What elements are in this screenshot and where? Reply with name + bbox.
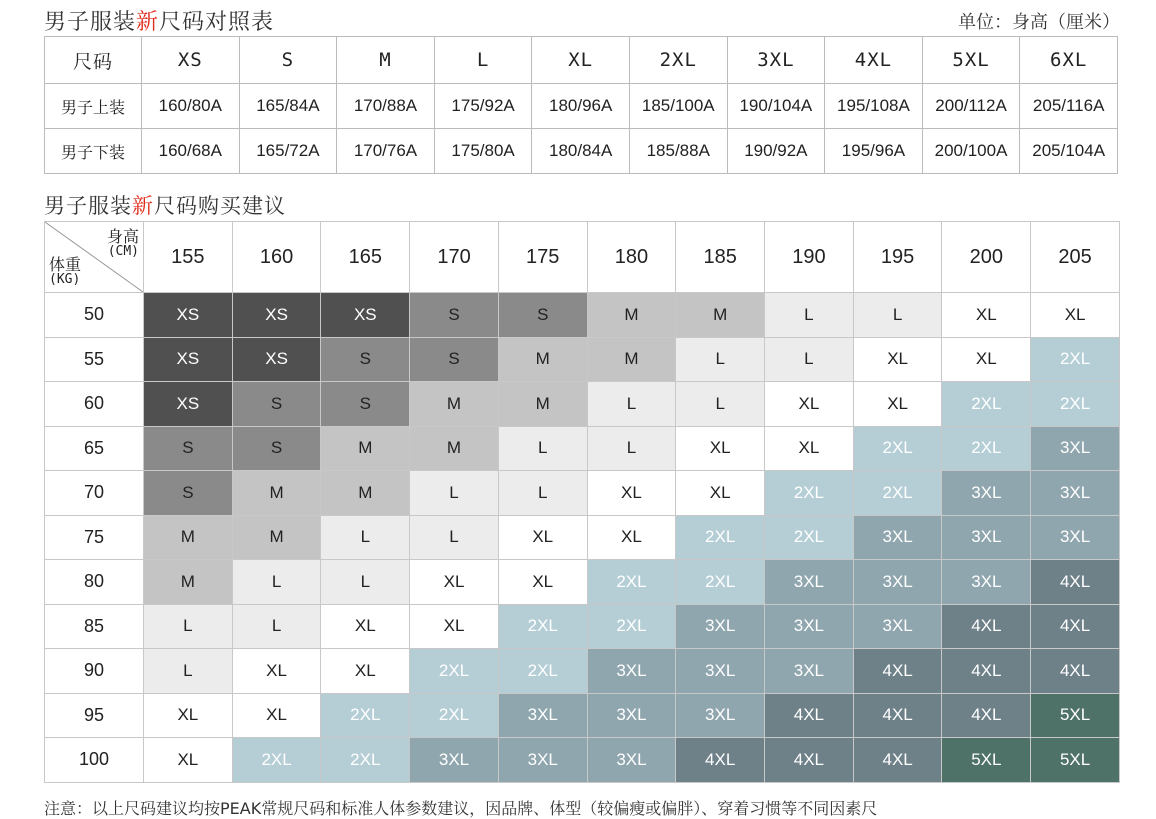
weight-label: 85 <box>45 604 144 649</box>
size-recommend-cell: M <box>676 293 765 338</box>
size-recommend-cell: XL <box>410 560 499 605</box>
size-recommend-cell: 5XL <box>1031 738 1120 783</box>
size-recommend-cell: 3XL <box>853 604 942 649</box>
corner-header <box>45 222 144 293</box>
weight-label: 80 <box>45 560 144 605</box>
height-header-cell: 195 <box>853 222 942 293</box>
weight-row <box>45 693 1120 738</box>
size-recommend-cell: 2XL <box>321 693 410 738</box>
size-recommend-cell: M <box>410 426 499 471</box>
size-recommend-cell: XL <box>942 293 1031 338</box>
weight-label: 75 <box>45 515 144 560</box>
size-cell: 195/108A <box>825 84 923 129</box>
size-recommend-cell: M <box>321 471 410 516</box>
size-recommend-cell: XL <box>587 471 676 516</box>
size-recommend-cell: 2XL <box>232 738 321 783</box>
height-header-cell: 170 <box>410 222 499 293</box>
size-recommend-cell: 2XL <box>853 426 942 471</box>
height-header-row <box>45 222 1120 293</box>
corner-weight-label: 体重 <box>49 255 82 274</box>
weight-row <box>45 738 1120 783</box>
size-recommend-cell: M <box>232 471 321 516</box>
size-cell: 200/100A <box>922 129 1020 174</box>
height-header-cell: 155 <box>144 222 233 293</box>
size-recommend-cell: 2XL <box>587 604 676 649</box>
height-header-cell: 205 <box>1031 222 1120 293</box>
weight-label: 70 <box>45 471 144 516</box>
size-recommend-cell: M <box>232 515 321 560</box>
size-recommend-cell: 2XL <box>321 738 410 783</box>
size-header-cell: XS <box>142 37 240 84</box>
size-recommend-cell: 2XL <box>587 560 676 605</box>
size-recommend-cell: S <box>410 337 499 382</box>
size-cell: 160/68A <box>142 129 240 174</box>
size-recommend-cell: S <box>321 337 410 382</box>
size-recommend-cell: M <box>498 382 587 427</box>
size-recommend-cell: XL <box>410 604 499 649</box>
size-recommend-cell: 2XL <box>853 471 942 516</box>
size-recommend-cell: XS <box>144 382 233 427</box>
size-recommend-cell: 5XL <box>942 738 1031 783</box>
size-recommend-cell: XL <box>498 515 587 560</box>
height-header-cell: 200 <box>942 222 1031 293</box>
size-recommend-cell: 4XL <box>676 738 765 783</box>
size-recommend-cell: 3XL <box>1031 515 1120 560</box>
size-recommend-cell: 3XL <box>676 604 765 649</box>
size-recommend-cell: XS <box>232 293 321 338</box>
weight-row <box>45 337 1120 382</box>
size-recommend-cell: 2XL <box>1031 382 1120 427</box>
size-header-cell: XL <box>532 37 630 84</box>
size-recommend-cell: XS <box>144 337 233 382</box>
size-recommend-cell: M <box>498 337 587 382</box>
size-recommend-cell: XL <box>853 382 942 427</box>
weight-label: 55 <box>45 337 144 382</box>
height-header-cell: 175 <box>498 222 587 293</box>
size-row-label: 男子下装 <box>45 129 142 174</box>
corner-weight-unit: (KG) <box>49 272 81 287</box>
size-row <box>45 129 1118 174</box>
size-recommend-cell: S <box>144 426 233 471</box>
size-recommend-cell: XL <box>587 515 676 560</box>
height-header-cell: 190 <box>765 222 854 293</box>
size-cell: 175/80A <box>434 129 532 174</box>
size-cell: 165/72A <box>239 129 337 174</box>
size-recommend-cell: XL <box>942 337 1031 382</box>
size-recommend-cell: S <box>144 471 233 516</box>
size-recommend-cell: XS <box>321 293 410 338</box>
size-recommend-cell: 2XL <box>765 471 854 516</box>
size-cell: 180/84A <box>532 129 630 174</box>
height-header-cell: 185 <box>676 222 765 293</box>
weight-label: 50 <box>45 293 144 338</box>
weight-label: 100 <box>45 738 144 783</box>
weight-label: 90 <box>45 649 144 694</box>
size-chart-table <box>44 36 1118 174</box>
size-recommend-cell: 2XL <box>498 604 587 649</box>
size-cell: 180/96A <box>532 84 630 129</box>
size-chart-title: 男子服装新尺码对照表 <box>44 10 275 35</box>
size-recommend-cell: 3XL <box>587 738 676 783</box>
size-recommend-cell: 4XL <box>942 693 1031 738</box>
size-recommend-cell: XL <box>765 426 854 471</box>
size-recommend-cell: L <box>765 293 854 338</box>
size-recommend-cell: M <box>410 382 499 427</box>
size-recommend-cell: L <box>144 604 233 649</box>
size-recommend-cell: XL <box>765 382 854 427</box>
height-header-cell: 180 <box>587 222 676 293</box>
size-recommend-cell: XL <box>676 471 765 516</box>
size-recommend-cell: S <box>321 382 410 427</box>
corner-height-unit: (CM) <box>107 244 139 259</box>
size-cell: 190/92A <box>727 129 825 174</box>
size-cell: 185/100A <box>629 84 727 129</box>
weight-label: 60 <box>45 382 144 427</box>
weight-label: 65 <box>45 426 144 471</box>
weight-row <box>45 560 1120 605</box>
size-recommend-cell: 3XL <box>676 649 765 694</box>
size-recommend-cell: 3XL <box>853 560 942 605</box>
size-recommend-cell: L <box>587 426 676 471</box>
size-header-cell: M <box>337 37 435 84</box>
size-recommend-cell: L <box>765 337 854 382</box>
size-header-label: 尺码 <box>45 37 142 84</box>
weight-row <box>45 649 1120 694</box>
size-recommend-cell: 3XL <box>498 693 587 738</box>
size-recommend-cell: 4XL <box>1031 560 1120 605</box>
size-recommend-cell: 2XL <box>765 515 854 560</box>
weight-row <box>45 382 1120 427</box>
weight-row <box>45 515 1120 560</box>
size-cell: 205/104A <box>1020 129 1118 174</box>
size-row-label: 男子上装 <box>45 84 142 129</box>
size-recommend-cell: 2XL <box>942 382 1031 427</box>
weight-row <box>45 426 1120 471</box>
size-recommend-cell: L <box>498 471 587 516</box>
size-cell: 160/80A <box>142 84 240 129</box>
size-recommend-cell: XL <box>1031 293 1120 338</box>
size-recommend-cell: XL <box>498 560 587 605</box>
size-recommend-cell: XL <box>853 337 942 382</box>
size-recommend-cell: 2XL <box>942 426 1031 471</box>
size-header-cell: S <box>239 37 337 84</box>
size-recommend-cell: S <box>232 382 321 427</box>
size-recommend-cell: 4XL <box>942 604 1031 649</box>
size-recommend-cell: XL <box>676 426 765 471</box>
size-recommend-cell: 2XL <box>676 515 765 560</box>
size-recommend-cell: 4XL <box>1031 604 1120 649</box>
size-recommend-cell: M <box>144 515 233 560</box>
size-header-cell: L <box>434 37 532 84</box>
size-recommend-cell: XL <box>321 649 410 694</box>
size-recommend-cell: M <box>321 426 410 471</box>
size-recommend-cell: 3XL <box>765 649 854 694</box>
size-recommend-cell: L <box>144 649 233 694</box>
size-recommend-cell: 2XL <box>1031 337 1120 382</box>
size-cell: 205/116A <box>1020 84 1118 129</box>
size-recommend-cell: M <box>144 560 233 605</box>
size-header-cell: 6XL <box>1020 37 1118 84</box>
size-recommend-cell: 2XL <box>410 693 499 738</box>
size-recommend-cell: 3XL <box>765 560 854 605</box>
size-cell: 195/96A <box>825 129 923 174</box>
size-recommend-cell: 3XL <box>410 738 499 783</box>
size-recommend-cell: L <box>587 382 676 427</box>
size-recommend-cell: XL <box>232 649 321 694</box>
size-recommend-cell: L <box>321 560 410 605</box>
size-recommend-cell: 3XL <box>676 693 765 738</box>
size-recommend-cell: 4XL <box>765 738 854 783</box>
height-header-cell: 160 <box>232 222 321 293</box>
unit-label: 单位：身高（厘米） <box>958 12 1120 33</box>
size-cell: 175/92A <box>434 84 532 129</box>
size-recommend-cell: 4XL <box>942 649 1031 694</box>
size-recommend-cell: 4XL <box>853 649 942 694</box>
size-recommend-cell: L <box>498 426 587 471</box>
size-recommend-cell: 2XL <box>410 649 499 694</box>
size-recommend-cell: XL <box>232 693 321 738</box>
size-header-cell: 2XL <box>629 37 727 84</box>
size-recommend-cell: 3XL <box>587 649 676 694</box>
size-recommend-cell: 5XL <box>1031 693 1120 738</box>
corner-height-label: 身高 <box>106 227 139 246</box>
size-recommend-table <box>44 221 1120 783</box>
size-recommend-cell: L <box>232 560 321 605</box>
recommend-title: 男子服装新尺码购买建议 <box>44 194 286 218</box>
size-recommend-cell: XL <box>144 738 233 783</box>
size-recommend-cell: 3XL <box>942 471 1031 516</box>
size-recommend-cell: L <box>853 293 942 338</box>
size-recommend-cell: L <box>321 515 410 560</box>
size-cell: 170/76A <box>337 129 435 174</box>
size-recommend-cell: 3XL <box>1031 471 1120 516</box>
size-recommend-cell: 2XL <box>676 560 765 605</box>
size-recommend-cell: L <box>676 382 765 427</box>
size-recommend-cell: XS <box>232 337 321 382</box>
weight-label: 95 <box>45 693 144 738</box>
size-recommend-cell: 3XL <box>587 693 676 738</box>
weight-row <box>45 293 1120 338</box>
size-recommend-cell: S <box>410 293 499 338</box>
size-cell: 185/88A <box>629 129 727 174</box>
size-recommend-cell: S <box>498 293 587 338</box>
weight-row <box>45 604 1120 649</box>
size-recommend-cell: 4XL <box>1031 649 1120 694</box>
size-recommend-cell: 2XL <box>498 649 587 694</box>
size-recommend-cell: L <box>410 515 499 560</box>
size-header-cell: 4XL <box>825 37 923 84</box>
size-cell: 165/84A <box>239 84 337 129</box>
size-recommend-cell: 3XL <box>765 604 854 649</box>
size-recommend-cell: 4XL <box>853 693 942 738</box>
weight-row <box>45 471 1120 516</box>
size-recommend-cell: L <box>676 337 765 382</box>
height-header-cell: 165 <box>321 222 410 293</box>
size-recommend-cell: XL <box>144 693 233 738</box>
size-recommend-cell: M <box>587 293 676 338</box>
footnote: 注意：以上尺码建议均按PEAK常规尺码和标准人体参数建议，因品牌、体型（较偏瘦或偏胖）、穿着习惯等不同因素尺 <box>44 799 878 818</box>
size-header-row <box>45 37 1118 84</box>
size-recommend-cell: 4XL <box>765 693 854 738</box>
size-recommend-cell: L <box>232 604 321 649</box>
size-recommend-cell: M <box>587 337 676 382</box>
size-recommend-cell: XL <box>321 604 410 649</box>
size-recommend-cell: 3XL <box>853 515 942 560</box>
size-recommend-cell: L <box>410 471 499 516</box>
size-cell: 200/112A <box>922 84 1020 129</box>
size-recommend-cell: S <box>232 426 321 471</box>
size-recommend-cell: 3XL <box>942 515 1031 560</box>
size-recommend-cell: 3XL <box>1031 426 1120 471</box>
size-recommend-cell: 3XL <box>498 738 587 783</box>
size-header-cell: 5XL <box>922 37 1020 84</box>
size-cell: 170/88A <box>337 84 435 129</box>
size-recommend-cell: 3XL <box>942 560 1031 605</box>
size-recommend-cell: XS <box>144 293 233 338</box>
size-cell: 190/104A <box>727 84 825 129</box>
size-header-cell: 3XL <box>727 37 825 84</box>
size-recommend-cell: 4XL <box>853 738 942 783</box>
size-row <box>45 84 1118 129</box>
